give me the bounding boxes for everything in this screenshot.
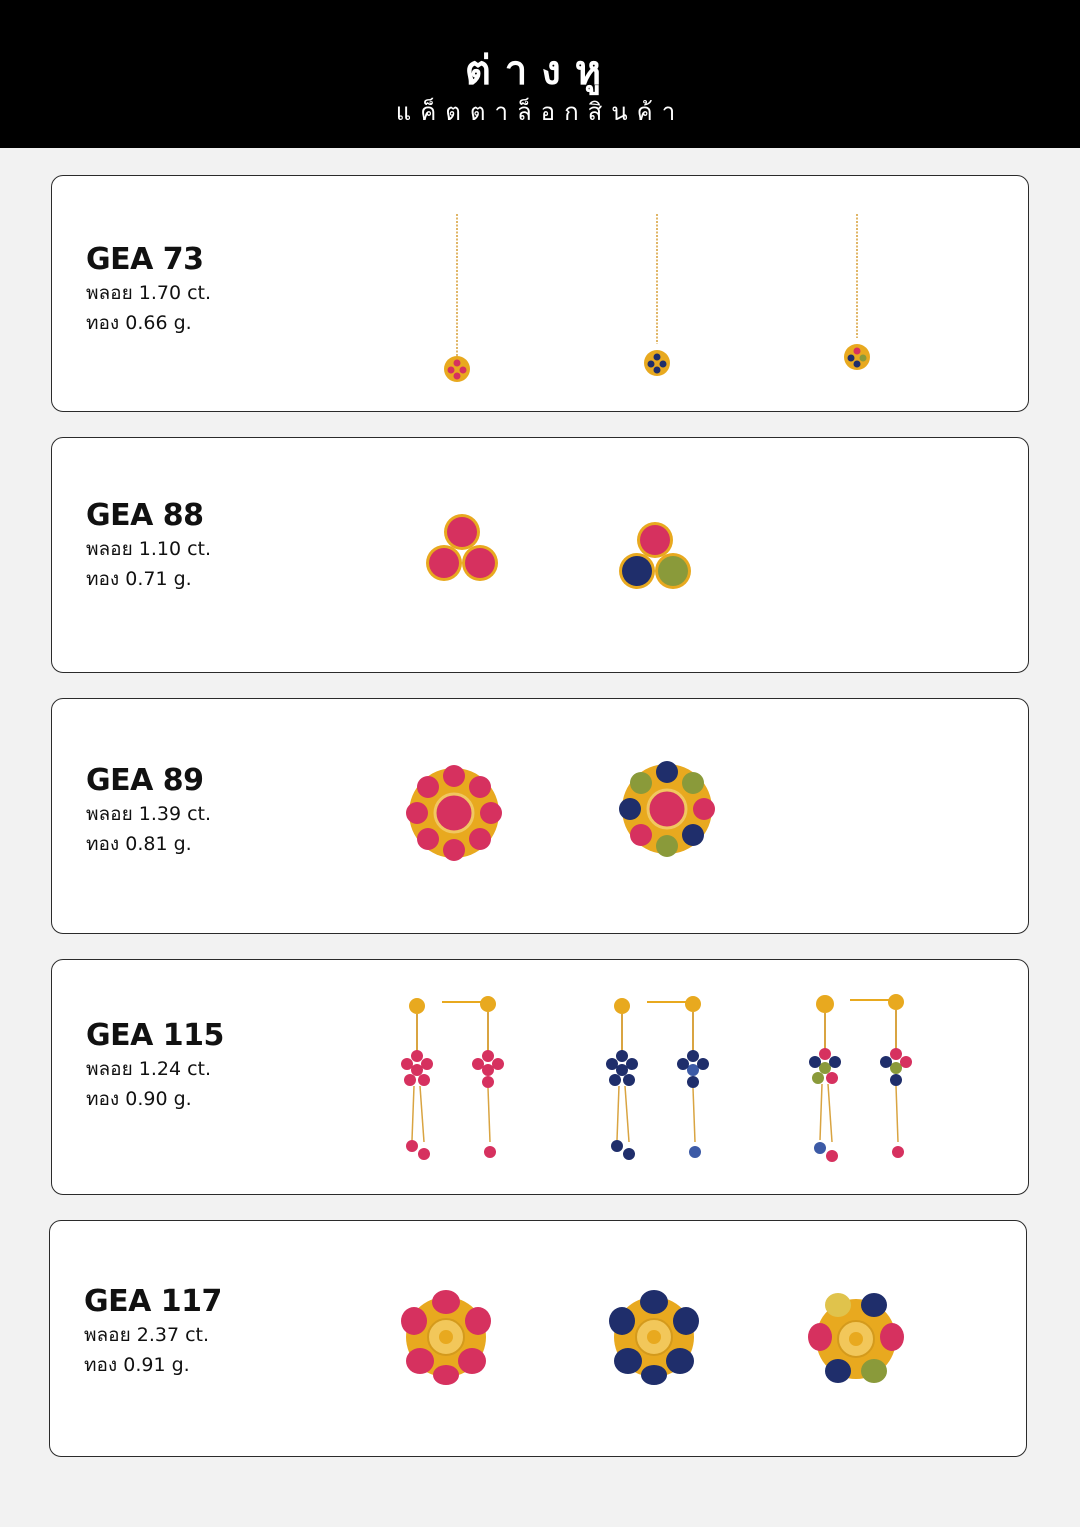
page-header [0, 0, 1080, 148]
product-image-ruby-flower [404, 763, 504, 863]
product-image-mixed-drop [832, 212, 882, 387]
gem-weight: พลอย 1.70 ct. [86, 282, 212, 304]
product-info [86, 242, 211, 338]
product-code: GEA 117 [84, 1284, 222, 1319]
gem-weight: พลอย 1.24 ct. [86, 1058, 212, 1080]
product-image-ruby-drop [432, 212, 482, 387]
product-image-sapphire-drop [632, 212, 682, 387]
gold-weight: ทอง 0.91 g. [84, 1354, 190, 1376]
product-image-mixed-flower [617, 759, 717, 859]
product-image-ruby-dangle-pair [392, 992, 512, 1172]
product-info [86, 1018, 224, 1114]
product-image-mixed-filigree [808, 1289, 904, 1389]
gem-weight: พลอย 2.37 ct. [84, 1324, 210, 1346]
gold-weight: ทอง 0.90 g. [86, 1088, 192, 1110]
product-card-gea-88[interactable] [51, 437, 1029, 673]
gold-weight: ทอง 0.81 g. [86, 833, 192, 855]
product-image-mixed-trio [617, 518, 693, 594]
product-card-gea-73[interactable] [51, 175, 1029, 412]
product-code: GEA 115 [86, 1018, 224, 1053]
product-card-gea-89[interactable] [51, 698, 1029, 934]
product-card-gea-115[interactable] [51, 959, 1029, 1195]
gem-weight: พลอย 1.39 ct. [86, 803, 212, 825]
product-image-mixed-dangle-pair [800, 990, 920, 1170]
page-title: ต่างหู [464, 48, 616, 94]
product-info [84, 1284, 222, 1380]
product-info [86, 763, 211, 859]
product-card-gea-117[interactable] [49, 1220, 1027, 1457]
product-image-sapphire-dangle-pair [597, 992, 717, 1172]
gold-weight: ทอง 0.66 g. [86, 312, 192, 334]
product-code: GEA 89 [86, 763, 204, 798]
product-image-ruby-filigree [398, 1287, 494, 1387]
product-image-ruby-trio [424, 510, 500, 586]
gold-weight: ทอง 0.71 g. [86, 568, 192, 590]
product-code: GEA 73 [86, 242, 204, 277]
gem-weight: พลอย 1.10 ct. [86, 538, 212, 560]
page-subtitle: แค็ตตาล็อกสินค้า [395, 98, 685, 126]
product-image-sapphire-filigree [606, 1287, 702, 1387]
product-info [86, 498, 211, 594]
product-code: GEA 88 [86, 498, 204, 533]
